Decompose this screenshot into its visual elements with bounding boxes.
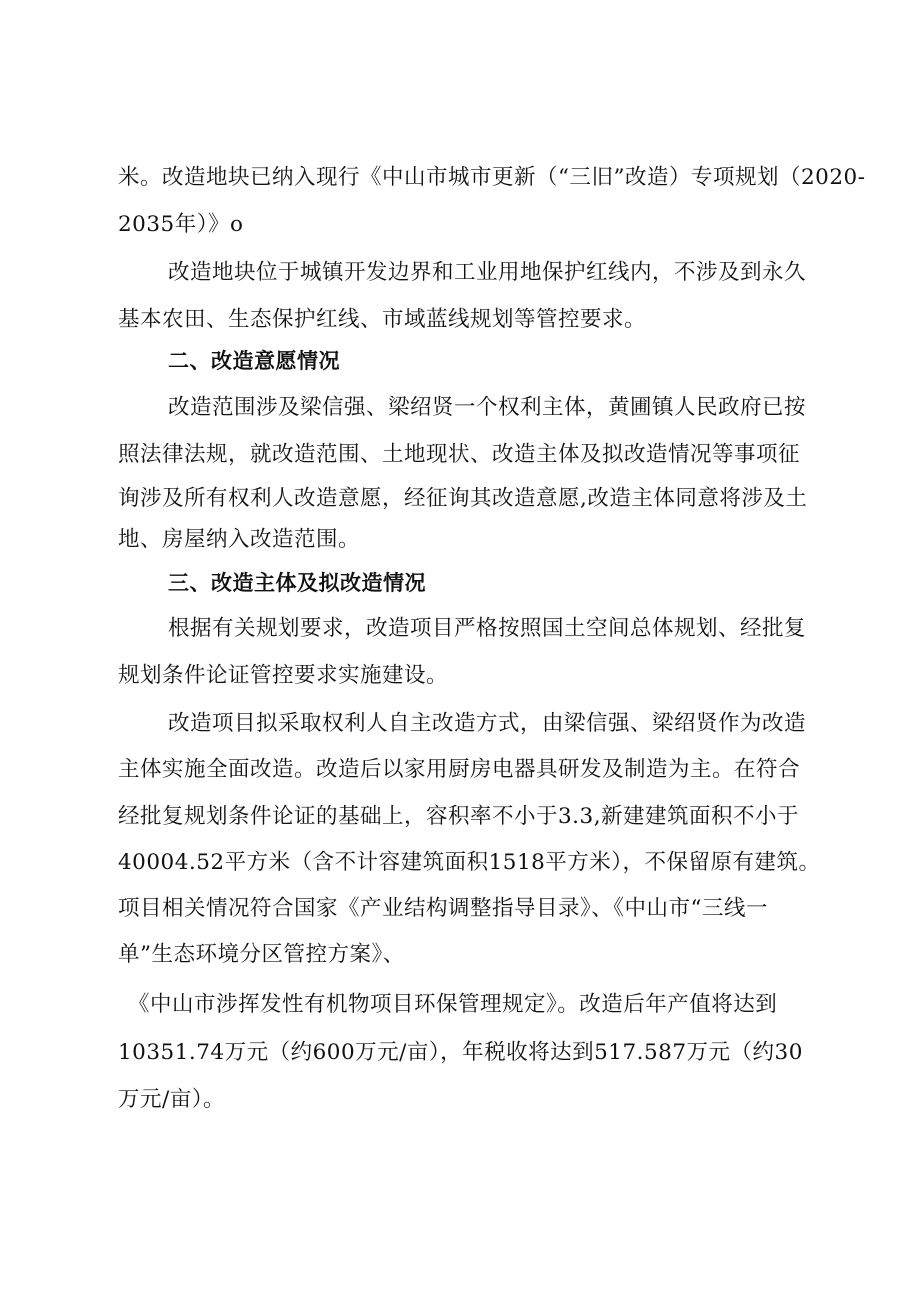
- paragraph-line-2: 2035年）》o: [118, 212, 244, 237]
- paragraph-line-3: 改造地块位于城镇开发边界和工业用地保护红线内，不涉及到永久: [168, 260, 807, 285]
- paragraph-line-15: 项目相关情况符合国家《产业结构调整指导目录》、《中山市“三线一: [118, 896, 768, 921]
- paragraph-line-19: 万元/亩）。: [118, 1087, 225, 1112]
- paragraph-line-9: 根据有关规划要求，改造项目严格按照国土空间总体规划、经批复: [168, 616, 807, 641]
- paragraph-line-10: 规划条件论证管控要求实施建设。: [118, 663, 449, 688]
- paragraph-line-7: 询涉及所有权利人改造意愿，经征询其改造意愿,改造主体同意将涉及土: [118, 486, 808, 511]
- paragraph-line-13: 经批复规划条件论证的基础上，容积率不小于3.3,新建建筑面积不小于: [118, 804, 800, 829]
- paragraph-line-14: 40004.52平方米（含不计容建筑面积1518平方米），不保留原有建筑。: [118, 850, 821, 875]
- section-heading-3: 三、改造主体及拟改造情况: [168, 571, 426, 595]
- paragraph-line-6: 照法律法规，就改造范围、土地现状、改造主体及拟改造情况等事项征: [118, 442, 801, 467]
- paragraph-line-5: 改造范围涉及梁信强、梁绍贤一个权利主体，黄圃镇人民政府已按: [168, 395, 807, 420]
- paragraph-line-1: 米。改造地块已纳入现行《中山市城市更新（“三旧”改造）专项规划（2020-: [118, 165, 866, 190]
- paragraph-line-11: 改造项目拟采取权利人自主改造方式，由梁信强、梁绍贤作为改造: [168, 711, 807, 736]
- paragraph-line-12: 主体实施全面改造。改造后以家用厨房电器具研发及制造为主。在符合: [118, 757, 801, 782]
- paragraph-line-16: 单”生态环境分区管控方案》、: [118, 942, 405, 967]
- paragraph-line-18: 10351.74万元（约600万元/亩），年税收将达到517.587万元（约30: [118, 1040, 803, 1065]
- section-heading-2: 二、改造意愿情况: [168, 349, 340, 373]
- paragraph-line-4: 基本农田、生态保护红线、市域蓝线规划等管控要求。: [118, 307, 647, 332]
- paragraph-line-17: 《中山市涉挥发性有机物项目环保管理规定》。改造后年产值将达到: [128, 992, 778, 1017]
- paragraph-line-8: 地、房屋纳入改造范围。: [118, 527, 361, 552]
